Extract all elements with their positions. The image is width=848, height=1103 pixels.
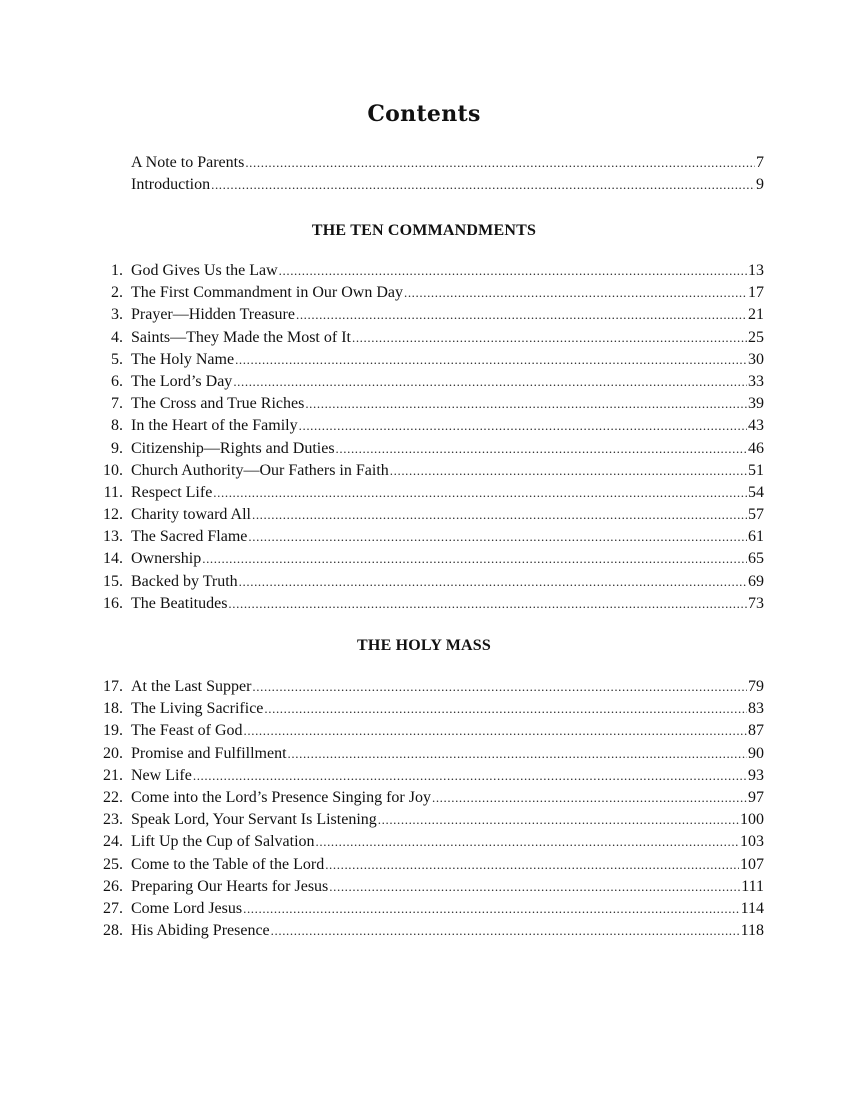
toc-entry[interactable] bbox=[0, 809, 848, 831]
section-heading-ten-commandments: THE TEN COMMANDMENTS bbox=[311, 222, 537, 239]
section-heading-holy-mass: THE HOLY MASS bbox=[357, 637, 491, 654]
toc-entry-page: 107 bbox=[740, 855, 764, 873]
toc-entry-title: Speak Lord, Your Servant Is Listening bbox=[131, 811, 377, 829]
dot-leader bbox=[325, 854, 739, 876]
toc-entry[interactable] bbox=[0, 526, 848, 548]
toc-entry-title: His Abiding Presence bbox=[131, 922, 270, 940]
toc-entry[interactable] bbox=[0, 571, 848, 593]
toc-entry-title: Respect Life bbox=[131, 483, 213, 501]
toc-entry-page: 39 bbox=[748, 395, 764, 413]
toc-entry-page: 100 bbox=[740, 811, 764, 829]
dot-leader bbox=[252, 504, 747, 526]
toc-entry-page: 103 bbox=[740, 833, 764, 851]
toc-entry[interactable] bbox=[0, 260, 848, 282]
toc-entry-title: The Lord’s Day bbox=[131, 372, 233, 390]
toc-entry-page: 65 bbox=[748, 550, 764, 568]
toc-entry-page: 69 bbox=[748, 572, 764, 590]
toc-entry-number: 15. bbox=[103, 572, 123, 590]
toc-entry-page: 83 bbox=[748, 700, 764, 718]
toc-entry-number: 8. bbox=[111, 417, 123, 435]
dot-leader bbox=[404, 282, 747, 304]
toc-entry-number: 26. bbox=[103, 877, 123, 895]
toc-entry-title: The Living Sacrifice bbox=[131, 700, 264, 718]
toc-entry[interactable] bbox=[0, 765, 848, 787]
dot-leader bbox=[279, 260, 747, 282]
toc-entry-page: 90 bbox=[748, 744, 764, 762]
toc-entry[interactable] bbox=[0, 438, 848, 460]
toc-entry[interactable] bbox=[0, 854, 848, 876]
toc-entry-note-to-parents[interactable] bbox=[0, 152, 848, 174]
dot-leader bbox=[248, 526, 747, 548]
dot-leader bbox=[271, 920, 740, 942]
toc-entry[interactable] bbox=[0, 876, 848, 898]
dot-leader bbox=[432, 787, 747, 809]
holy-mass-list bbox=[0, 676, 848, 942]
toc-entry-number: 22. bbox=[103, 788, 123, 806]
toc-entry[interactable] bbox=[0, 371, 848, 393]
toc-entry-title: The Holy Name bbox=[131, 350, 235, 368]
toc-entry-page: 25 bbox=[748, 328, 764, 346]
dot-leader bbox=[296, 304, 747, 326]
dot-leader bbox=[264, 698, 747, 720]
dot-leader bbox=[378, 809, 739, 831]
toc-entry[interactable] bbox=[0, 787, 848, 809]
toc-entry-page: 51 bbox=[748, 461, 764, 479]
toc-entry-number: 23. bbox=[103, 811, 123, 829]
toc-entry[interactable] bbox=[0, 460, 848, 482]
toc-entry-title: The Feast of God bbox=[131, 722, 243, 740]
toc-entry-number: 21. bbox=[103, 766, 123, 784]
dot-leader bbox=[299, 415, 747, 437]
dot-leader bbox=[213, 482, 747, 504]
toc-entry-page: 57 bbox=[748, 506, 764, 524]
toc-entry-title: Introduction bbox=[131, 176, 211, 194]
toc-entry-title: The First Commandment in Our Own Day bbox=[131, 284, 403, 302]
toc-entry-number: 2. bbox=[111, 284, 123, 302]
dot-leader bbox=[252, 676, 747, 698]
toc-entry-title: Come into the Lord’s Presence Singing for Joy bbox=[131, 788, 431, 806]
toc-entry[interactable] bbox=[0, 282, 848, 304]
toc-entry-number: 27. bbox=[103, 899, 123, 917]
toc-entry-number: 6. bbox=[111, 372, 123, 390]
toc-entry-title: In the Heart of the Family bbox=[131, 417, 298, 435]
dot-leader bbox=[243, 898, 739, 920]
toc-entry-number: 10. bbox=[103, 461, 123, 479]
dot-leader bbox=[233, 371, 747, 393]
toc-entry-title: Ownership bbox=[131, 550, 202, 568]
toc-entry-title: Prayer—Hidden Treasure bbox=[131, 306, 295, 324]
toc-entry-title: Come to the Table of the Lord bbox=[131, 855, 325, 873]
toc-entry[interactable] bbox=[0, 831, 848, 853]
toc-entry-page: 13 bbox=[748, 262, 764, 279]
toc-entry-page: 97 bbox=[748, 788, 764, 806]
toc-entry-title: The Sacred Flame bbox=[131, 528, 248, 546]
toc-entry-page: 33 bbox=[748, 372, 764, 390]
toc-entry-page: 9 bbox=[756, 176, 764, 194]
front-matter-list bbox=[0, 152, 848, 196]
toc-entry-title: A Note to Parents bbox=[131, 154, 245, 171]
dot-leader bbox=[305, 393, 747, 415]
dot-leader bbox=[352, 327, 747, 349]
toc-entry[interactable] bbox=[0, 743, 848, 765]
ten-commandments-list bbox=[0, 260, 848, 615]
dot-leader bbox=[336, 438, 747, 460]
toc-entry[interactable] bbox=[0, 548, 848, 570]
toc-entry-page: 7 bbox=[756, 154, 764, 171]
toc-entry-introduction[interactable] bbox=[0, 174, 848, 196]
toc-entry-title: Preparing Our Hearts for Jesus bbox=[131, 877, 329, 895]
toc-entry-number: 20. bbox=[103, 744, 123, 762]
toc-entry-page: 79 bbox=[748, 678, 764, 695]
toc-entry[interactable] bbox=[0, 304, 848, 326]
toc-entry-number: 7. bbox=[111, 395, 123, 413]
toc-entry-page: 46 bbox=[748, 439, 764, 457]
toc-entry-number: 9. bbox=[111, 439, 123, 457]
toc-entry-number: 13. bbox=[103, 528, 123, 546]
toc-entry-page: 73 bbox=[748, 594, 764, 612]
toc-entry-number: 25. bbox=[103, 855, 123, 873]
toc-entry[interactable] bbox=[0, 349, 848, 371]
toc-entry-title: The Beatitudes bbox=[131, 594, 228, 612]
toc-entry-number: 17. bbox=[103, 678, 123, 695]
dot-leader bbox=[193, 765, 747, 787]
dot-leader bbox=[390, 460, 747, 482]
dot-leader bbox=[235, 349, 747, 371]
toc-entry-title: Lift Up the Cup of Salvation bbox=[131, 833, 315, 851]
dot-leader bbox=[228, 593, 747, 615]
toc-entry[interactable] bbox=[0, 415, 848, 437]
page-title: Contents bbox=[367, 101, 481, 127]
toc-entry-title: Come Lord Jesus bbox=[131, 899, 243, 917]
toc-entry-page: 17 bbox=[748, 284, 764, 302]
toc-entry-page: 87 bbox=[748, 722, 764, 740]
toc-entry[interactable] bbox=[0, 676, 848, 698]
toc-entry[interactable] bbox=[0, 920, 848, 942]
toc-entry-page: 30 bbox=[748, 350, 764, 368]
toc-entry-number: 1. bbox=[111, 262, 123, 279]
dot-leader bbox=[211, 174, 755, 196]
toc-entry-number: 3. bbox=[111, 306, 123, 324]
toc-entry[interactable] bbox=[0, 482, 848, 504]
toc-entry-page: 114 bbox=[740, 899, 764, 917]
toc-entry[interactable] bbox=[0, 698, 848, 720]
toc-entry[interactable] bbox=[0, 504, 848, 526]
toc-entry-page: 93 bbox=[748, 766, 764, 784]
toc-entry-number: 28. bbox=[103, 922, 123, 940]
dot-leader bbox=[244, 720, 747, 742]
toc-entry-title: At the Last Supper bbox=[131, 678, 252, 695]
toc-entry-number: 19. bbox=[103, 722, 123, 740]
toc-entry-number: 24. bbox=[103, 833, 123, 851]
toc-entry-title: God Gives Us the Law bbox=[131, 262, 278, 279]
toc-entry-title: Church Authority—Our Fathers in Faith bbox=[131, 461, 389, 479]
toc-entry[interactable] bbox=[0, 593, 848, 615]
toc-entry-title: New Life bbox=[131, 766, 192, 784]
toc-entry-title: Citizenship—Rights and Duties bbox=[131, 439, 335, 457]
toc-entry-title: Promise and Fulfillment bbox=[131, 744, 287, 762]
toc-entry-number: 18. bbox=[103, 700, 123, 718]
toc-entry-page: 54 bbox=[748, 483, 764, 501]
toc-entry-number: 4. bbox=[111, 328, 123, 346]
toc-entry-title: Charity toward All bbox=[131, 506, 251, 524]
dot-leader bbox=[316, 831, 739, 853]
toc-entry-page: 61 bbox=[748, 528, 764, 546]
toc-entry-title: Backed by Truth bbox=[131, 572, 238, 590]
toc-entry-page: 118 bbox=[740, 922, 764, 940]
dot-leader bbox=[202, 548, 747, 570]
toc-entry[interactable] bbox=[0, 898, 848, 920]
dot-leader bbox=[239, 571, 747, 593]
toc-entry-number: 16. bbox=[103, 594, 123, 612]
toc-entry-number: 5. bbox=[111, 350, 123, 368]
toc-entry[interactable] bbox=[0, 327, 848, 349]
toc-entry-title: Saints—They Made the Most of It bbox=[131, 328, 351, 346]
toc-entry-page: 21 bbox=[748, 306, 764, 324]
dot-leader bbox=[245, 152, 755, 174]
toc-entry-page: 43 bbox=[748, 417, 764, 435]
toc-entry[interactable] bbox=[0, 393, 848, 415]
dot-leader bbox=[288, 743, 747, 765]
dot-leader bbox=[329, 876, 740, 898]
toc-entry-number: 11. bbox=[103, 483, 123, 501]
toc-entry-number: 12. bbox=[103, 506, 123, 524]
toc-entry-number: 14. bbox=[103, 550, 123, 568]
toc-entry-title: The Cross and True Riches bbox=[131, 395, 305, 413]
toc-entry-page: 111 bbox=[741, 877, 764, 895]
toc-entry[interactable] bbox=[0, 720, 848, 742]
